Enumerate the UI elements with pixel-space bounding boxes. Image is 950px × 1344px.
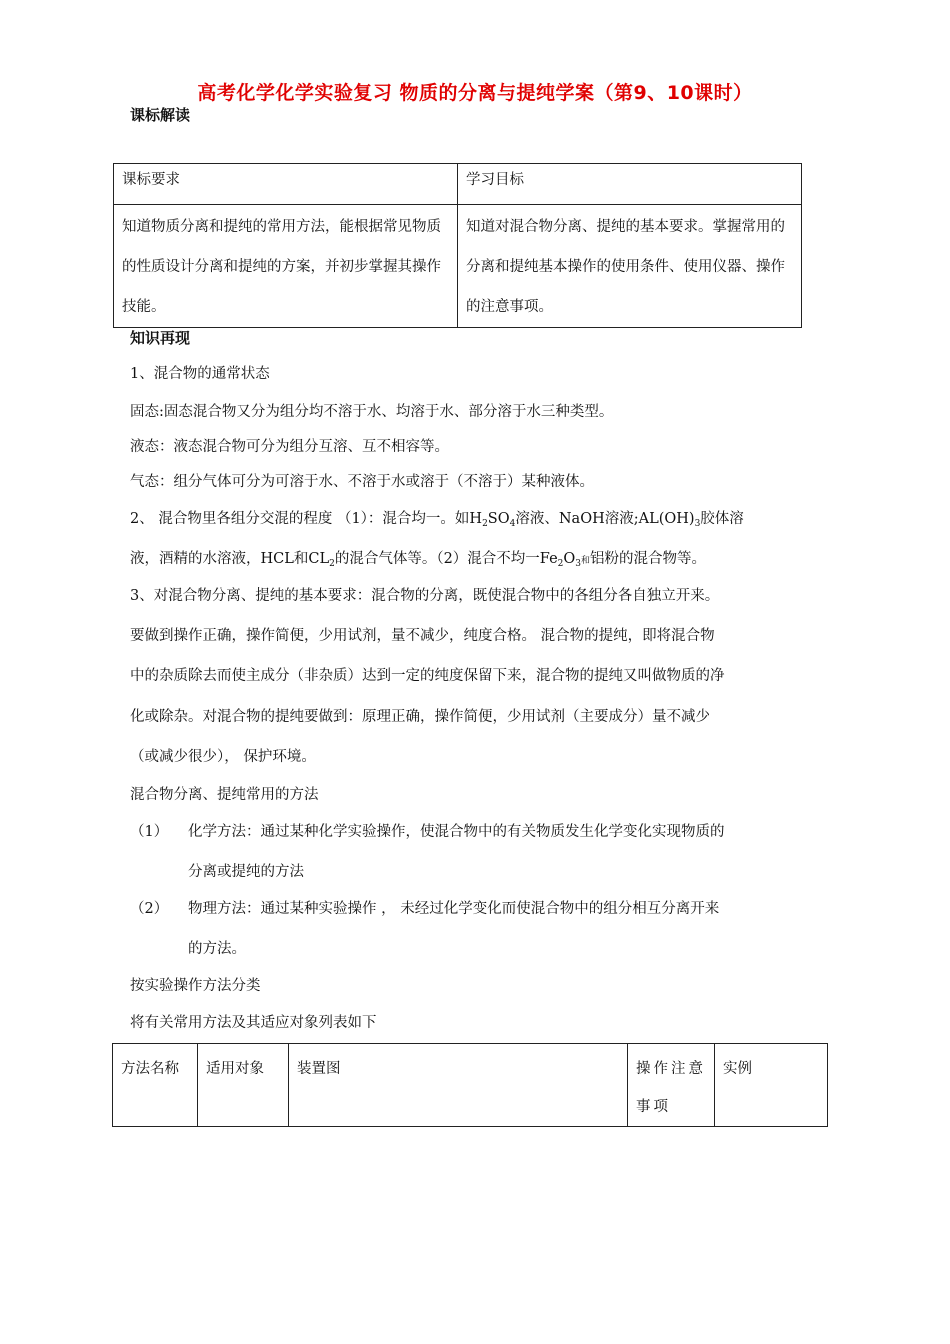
paragraph-line: 3、对混合物分离、提纯的基本要求：混合物的分离，既使混合物中的各组分各自独立开来。 <box>130 588 720 604</box>
subscript: 3 <box>694 519 701 529</box>
subscript: 2 <box>557 559 564 569</box>
paragraph-line: （1） <box>130 824 169 840</box>
paragraph-line: 1、混合物的通常状态 <box>130 366 270 382</box>
text-run: 2、 混合物里各组分交混的程度 （1）：混合均一。如H <box>130 511 483 527</box>
paragraph-line: 气态：组分气体可分为可溶于水、不溶于水或溶于（不溶于）某种液体。 <box>130 474 594 490</box>
methods-table <box>112 1043 828 1127</box>
table-header-cell: 课标要求 <box>114 164 458 205</box>
paragraph-line: 固态:固态混合物又分为组分均不溶于水、均溶于水、部分溶于水三种类型。 <box>130 404 614 420</box>
table-header-cell: 实例 <box>715 1044 828 1127</box>
paragraph-line: 化学方法：通过某种化学实验操作，使混合物中的有关物质发生化学变化实现物质的 <box>188 824 725 840</box>
page-title: 高考化学化学实验复习 物质的分离与提纯学案（第9、10课时） <box>197 82 753 104</box>
paragraph-line: 物理方法：通过某种实验操作 ， 未经过化学变化而使混合物中的组分相互分离开来 <box>188 901 720 917</box>
paragraph-line: 化或除杂。对混合物的提纯要做到：原理正确，操作简便，少用试剂（主要成分）量不减少 <box>130 709 710 725</box>
paragraph-line: 按实验操作方法分类 <box>130 978 261 994</box>
text-run: O <box>563 551 576 567</box>
subscript: 2 <box>482 519 488 529</box>
text-run: SO <box>487 511 510 527</box>
table-cell: 知道对混合物分离、提纯的基本要求。掌握常用的分离和提纯基本操作的使用条件、使用仪器、操作的注意事项。 <box>458 205 802 328</box>
paragraph-line <box>130 547 706 569</box>
paragraph-line: （2） <box>130 901 169 917</box>
section-heading-curriculum: 课标解读 <box>130 106 191 124</box>
section-heading-knowledge: 知识再现 <box>130 329 191 347</box>
subscript: 4 <box>509 519 516 529</box>
table-header-cell: 学习目标 <box>458 164 802 205</box>
paragraph-line: 液态：液态混合物可分为组分互溶、互不相容等。 <box>130 439 449 455</box>
paragraph-line: 分离或提纯的方法 <box>188 864 304 880</box>
paragraph-line: （或减少很少）， 保护环境。 <box>130 749 316 765</box>
text-run: 液，酒精的水溶液，HCL和CL <box>130 551 330 567</box>
subscript: 2 <box>329 559 335 569</box>
paragraph-line: 中的杂质除去而使主成分（非杂质）达到一定的纯度保留下来，混合物的提纯又叫做物质的净 <box>130 668 725 684</box>
text-run: 和 <box>581 556 591 566</box>
table-header-cell: 操作注意事项 <box>628 1044 715 1127</box>
subscript: 3 <box>575 559 582 569</box>
curriculum-table <box>113 163 802 328</box>
table-header-cell: 方法名称 <box>113 1044 198 1127</box>
paragraph-line: 混合物分离、提纯常用的方法 <box>130 787 319 803</box>
paragraph-line: 要做到操作正确，操作简便，少用试剂，量不减少，纯度合格。 混合物的提纯，即将混合物 <box>130 628 715 644</box>
paragraph-line: 将有关常用方法及其适应对象列表如下 <box>130 1015 377 1031</box>
table-cell: 知道物质分离和提纯的常用方法，能根据常见物质的性质设计分离和提纯的方案，并初步掌握其操作技能。 <box>114 205 458 328</box>
text-run: 胶体溶 <box>700 511 744 527</box>
text-run: 溶液、NaOH溶液;AL(OH) <box>515 511 695 527</box>
table-header-cell: 适用对象 <box>198 1044 289 1127</box>
text-run: 铝粉的混合物等。 <box>590 551 707 567</box>
text-run: 的混合气体等。（2）混合不均一Fe <box>334 551 558 567</box>
paragraph-line <box>130 507 744 529</box>
paragraph-line: 的方法。 <box>188 941 246 957</box>
table-header-cell: 装置图 <box>289 1044 628 1127</box>
